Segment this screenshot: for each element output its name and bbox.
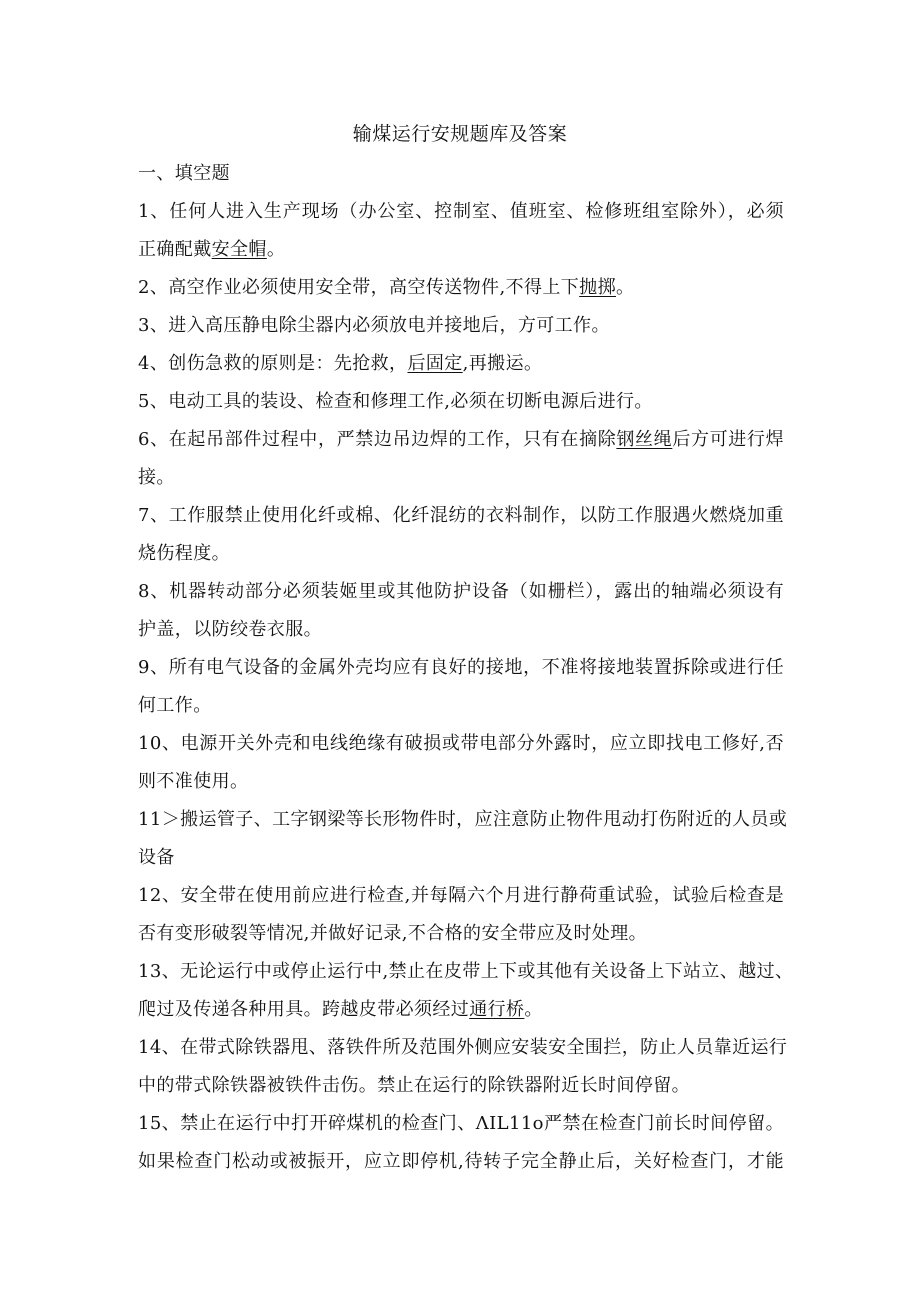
question-8-line-2: 护盖，以防绞卷衣服。 (138, 619, 322, 640)
question-10-line-1: 10、电源开关外壳和电线绝缘有破损或带电部分外露时，应立即找电工修好,否 (138, 733, 784, 754)
question-9-line-1: 9、所有电气设备的金属外壳均应有良好的接地，不准将接地装置拆除或进行任 (138, 657, 784, 678)
question-13-line-1: 13、无论运行中或停止运行中,禁止在皮带上下或其他有关设备上下站立、越过、 (138, 961, 794, 982)
question-15-line-1: 15、禁止在运行中打开碎煤机的检查门、ΛIL11o严禁在检查门前长时间停留。 (138, 1113, 784, 1134)
question-6-line-2: 接。 (138, 467, 175, 488)
question-1-answer: 安全帽 (211, 239, 267, 260)
question-2-answer: 抛掷 (579, 277, 616, 298)
question-6-answer: 钢丝绳 (616, 429, 673, 450)
question-13-answer: 通行桥 (469, 999, 525, 1020)
question-5-line-1: 5、电动工具的装设、检查和修理工作,必须在切断电源后进行。 (138, 391, 653, 412)
question-2-end: 。 (615, 277, 635, 298)
question-13-line-2 (138, 996, 543, 1024)
document-title: 输煤运行安规题库及答案 (352, 123, 568, 145)
question-1-line-1: 1、任何人进入生产现场（办公室、控制室、值班室、检修班组室除外），必须 (138, 201, 784, 222)
question-1-text: 正确配戴 (138, 239, 212, 260)
question-10-line-2: 则不准使用。 (138, 771, 249, 792)
question-2-text: 2、高空作业必须使用安全带，高空传送物件,不得上下 (138, 277, 580, 298)
question-2-line-1 (138, 274, 634, 302)
question-9-line-2: 何工作。 (138, 695, 212, 716)
question-14-line-2: 中的带式除铁器被铁件击伤。禁止在运行的除铁器附近长时间停留。 (138, 1075, 690, 1096)
question-13-end: 。 (524, 999, 543, 1020)
question-12-line-1: 12、安全带在使用前应进行检查,并每隔六个月进行静荷重试验，试验后检查是 (138, 885, 784, 906)
question-4-answer: 后固定 (407, 353, 463, 374)
question-6-text: 6、在起吊部件过程中，严禁边吊边焊的工作，只有在摘除 (138, 429, 617, 450)
section-heading: 一、填空题 (138, 163, 230, 184)
question-8-line-1: 8、机器转动部分必须装姬里或其他防护设备（如栅栏），露出的轴端必须设有 (138, 581, 784, 602)
question-1-end: 。 (266, 239, 286, 260)
question-15-line-2: 如果检查门松动或被振开，应立即停机,待转子完全静止后，关好检查门，才能 (138, 1151, 784, 1172)
question-7-line-2: 烧伤程度。 (138, 543, 230, 564)
question-13-text: 爬过及传递各种用具。跨越皮带必须经过 (138, 999, 470, 1020)
question-11-line-1: 11＞搬运管子、工字钢梁等长形物件时，应注意防止物件甩动打伤附近的人员或 (138, 809, 788, 830)
question-4-text: 4、创伤急救的原则是：先抢救， (138, 353, 408, 374)
question-14-line-1: 14、在带式除铁器甩、落铁件所及范围外侧应安装安全围拦，防止人员靠近运行 (138, 1037, 788, 1058)
question-3-line-1: 3、进入高压静电除尘器内必须放电并接地后，方可工作。 (138, 315, 610, 336)
question-12-line-2: 否有变形破裂等情况,并做好记录,不合格的安全带应及时处理。 (138, 923, 648, 944)
question-7-line-1: 7、工作服禁止使用化纤或棉、化纤混纺的衣料制作，以防工作服遇火燃烧加重 (138, 505, 784, 526)
question-1-line-2 (138, 236, 285, 264)
question-6-line-1 (138, 426, 784, 454)
question-4-end: ,再搬运。 (462, 353, 543, 374)
question-6-end: 后方可进行焊 (672, 429, 784, 450)
question-4-line-1 (138, 350, 542, 378)
question-11-line-2: 设备 (138, 847, 175, 868)
